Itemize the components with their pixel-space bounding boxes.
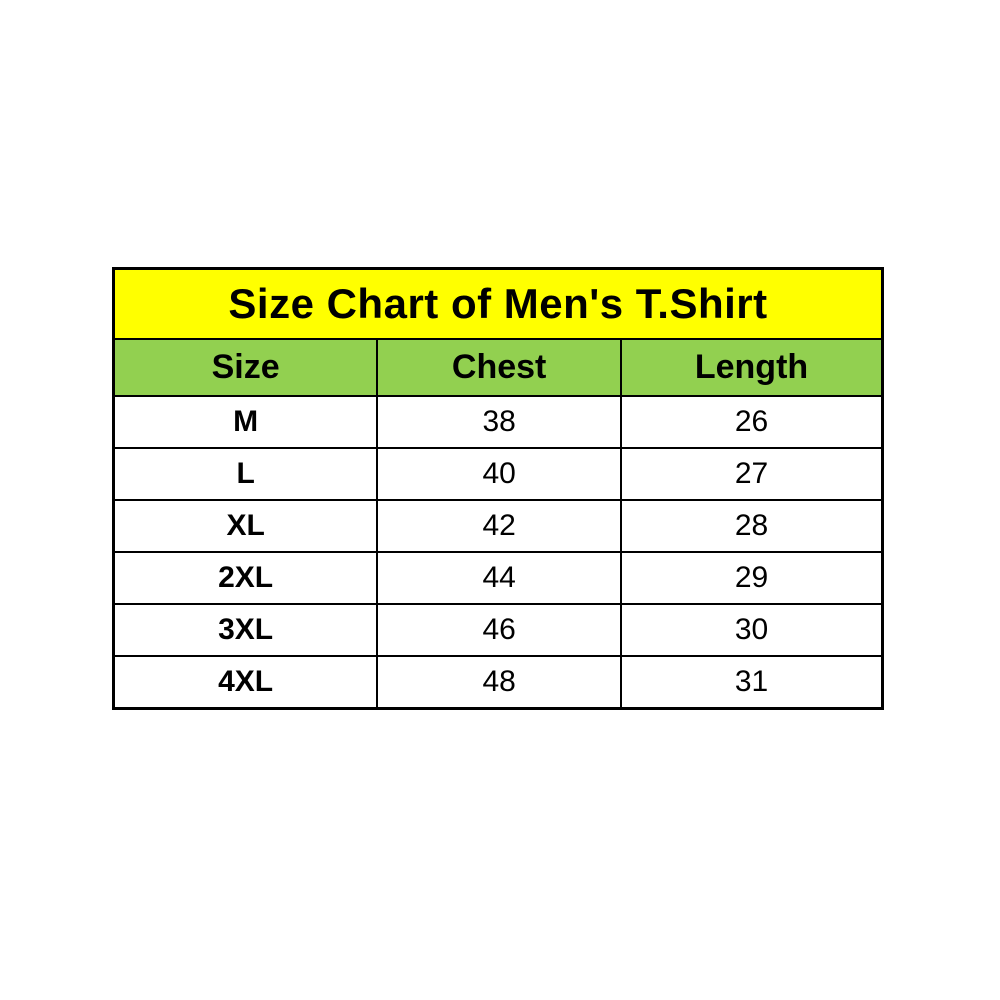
table-row-4xl bbox=[114, 656, 883, 709]
length-cell: 28 bbox=[621, 500, 882, 552]
chest-cell: 46 bbox=[377, 604, 621, 656]
table-title: Size Chart of Men's T.Shirt bbox=[114, 269, 883, 340]
size-cell: 2XL bbox=[114, 552, 378, 604]
table-row-2xl bbox=[114, 552, 883, 604]
table-row-xl bbox=[114, 500, 883, 552]
table-row-m bbox=[114, 396, 883, 448]
column-header-size: Size bbox=[114, 339, 378, 396]
chest-cell: 42 bbox=[377, 500, 621, 552]
column-header-length: Length bbox=[621, 339, 882, 396]
chest-cell: 40 bbox=[377, 448, 621, 500]
size-cell: 3XL bbox=[114, 604, 378, 656]
size-cell: L bbox=[114, 448, 378, 500]
chest-cell: 48 bbox=[377, 656, 621, 709]
table-title-row bbox=[114, 269, 883, 340]
size-chart-container bbox=[112, 267, 884, 710]
chest-cell: 44 bbox=[377, 552, 621, 604]
length-cell: 29 bbox=[621, 552, 882, 604]
length-cell: 27 bbox=[621, 448, 882, 500]
chest-cell: 38 bbox=[377, 396, 621, 448]
size-cell: XL bbox=[114, 500, 378, 552]
size-chart-table bbox=[112, 267, 884, 710]
table-row-3xl bbox=[114, 604, 883, 656]
length-cell: 30 bbox=[621, 604, 882, 656]
length-cell: 26 bbox=[621, 396, 882, 448]
size-cell: M bbox=[114, 396, 378, 448]
table-header-row bbox=[114, 339, 883, 396]
size-cell: 4XL bbox=[114, 656, 378, 709]
column-header-chest: Chest bbox=[377, 339, 621, 396]
length-cell: 31 bbox=[621, 656, 882, 709]
table-row-l bbox=[114, 448, 883, 500]
